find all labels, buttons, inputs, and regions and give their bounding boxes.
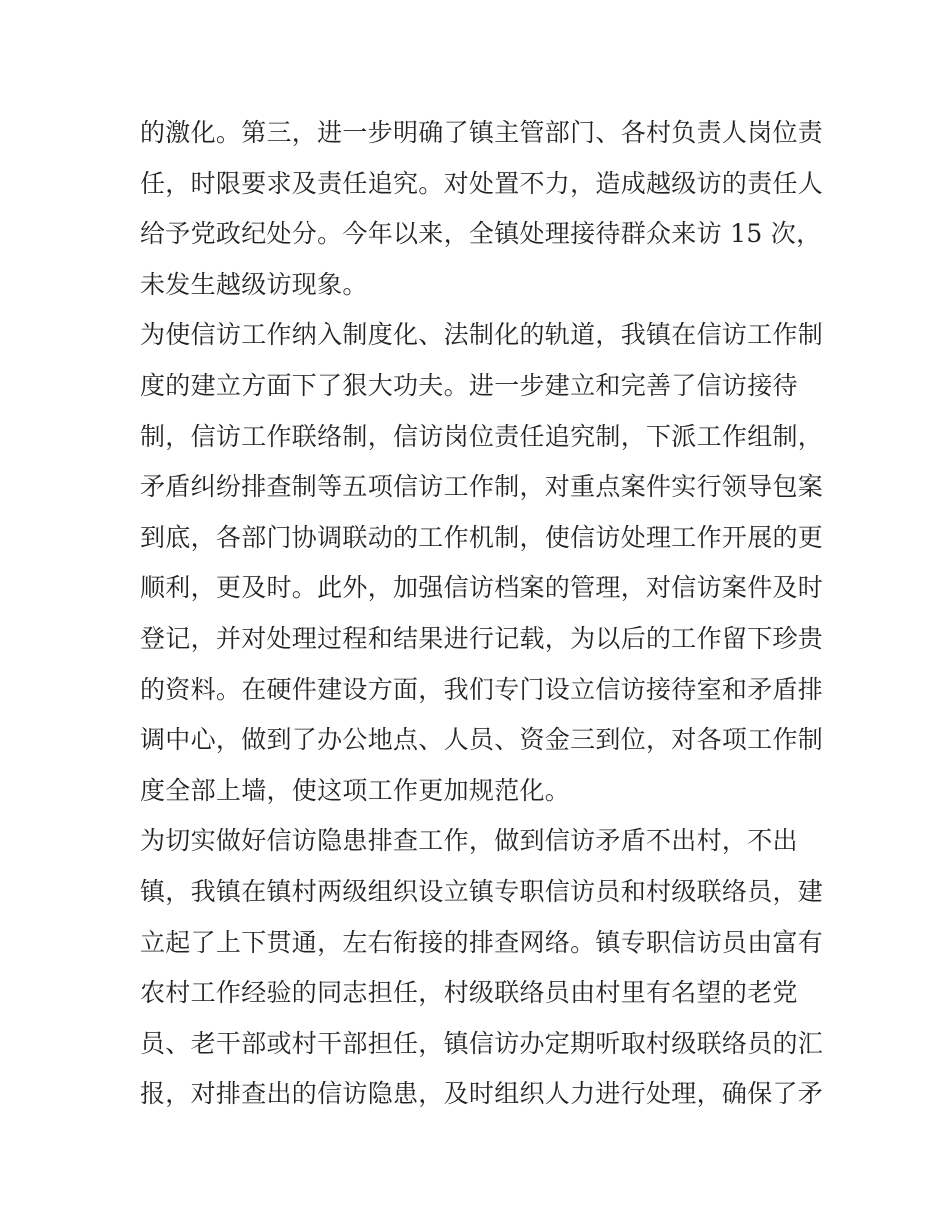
text-line: 的激化。第三，进一步明确了镇主管部门、各村负责人岗位责 <box>140 118 824 147</box>
text-line: 为使信访工作纳入制度化、法制化的轨道，我镇在信访工作制 <box>140 320 824 350</box>
text-line: 登记，并对处理过程和结果进行记载，为以后的工作留下珍贵 <box>140 623 824 653</box>
text-line: 为切实做好信访隐患排查工作，做到信访矛盾不出村，不出 <box>140 826 798 856</box>
text-line: 农村工作经验的同志担任，村级联络员由村里有名望的老党 <box>140 978 798 1008</box>
text-line: 未发生越级访现象。 <box>140 269 368 299</box>
text-line: 的资料。在硬件建设方面，我们专门设立信访接待室和矛盾排 <box>140 674 824 704</box>
text-line: 给予党政纪处分。今年以来，全镇处理接待群众来访 15 次， <box>140 219 822 249</box>
text-line: 调中心，做到了办公地点、人员、资金三到位，对各项工作制 <box>140 725 824 755</box>
text-line: 到底，各部门协调联动的工作机制，使信访处理工作开展的更 <box>140 522 824 552</box>
text-line: 报，对排查出的信访隐患，及时组织人力进行处理，确保了矛 <box>140 1079 824 1109</box>
text-line: 度的建立方面下了狠大功夫。进一步建立和完善了信访接待 <box>140 370 798 400</box>
text-line: 制，信访工作联络制，信访岗位责任追究制，下派工作组制， <box>140 421 824 451</box>
text-line: 镇，我镇在镇村两级组织设立镇专职信访员和村级联络员，建 <box>140 876 824 906</box>
text-line: 任，时限要求及责任追究。对处置不力，造成越级访的责任人 <box>140 168 824 198</box>
text-line: 顺利，更及时。此外，加强信访档案的管理，对信访案件及时 <box>140 573 824 603</box>
text-line: 矛盾纠纷排查制等五项信访工作制，对重点案件实行领导包案 <box>140 472 824 502</box>
text-line: 员、老干部或村干部担任，镇信访办定期听取村级联络员的汇 <box>140 1028 824 1058</box>
text-line: 度全部上墙，使这项工作更加规范化。 <box>140 775 571 805</box>
text-line: 立起了上下贯通，左右衔接的排查网络。镇专职信访员由富有 <box>140 927 824 957</box>
document-body <box>140 108 824 1120</box>
